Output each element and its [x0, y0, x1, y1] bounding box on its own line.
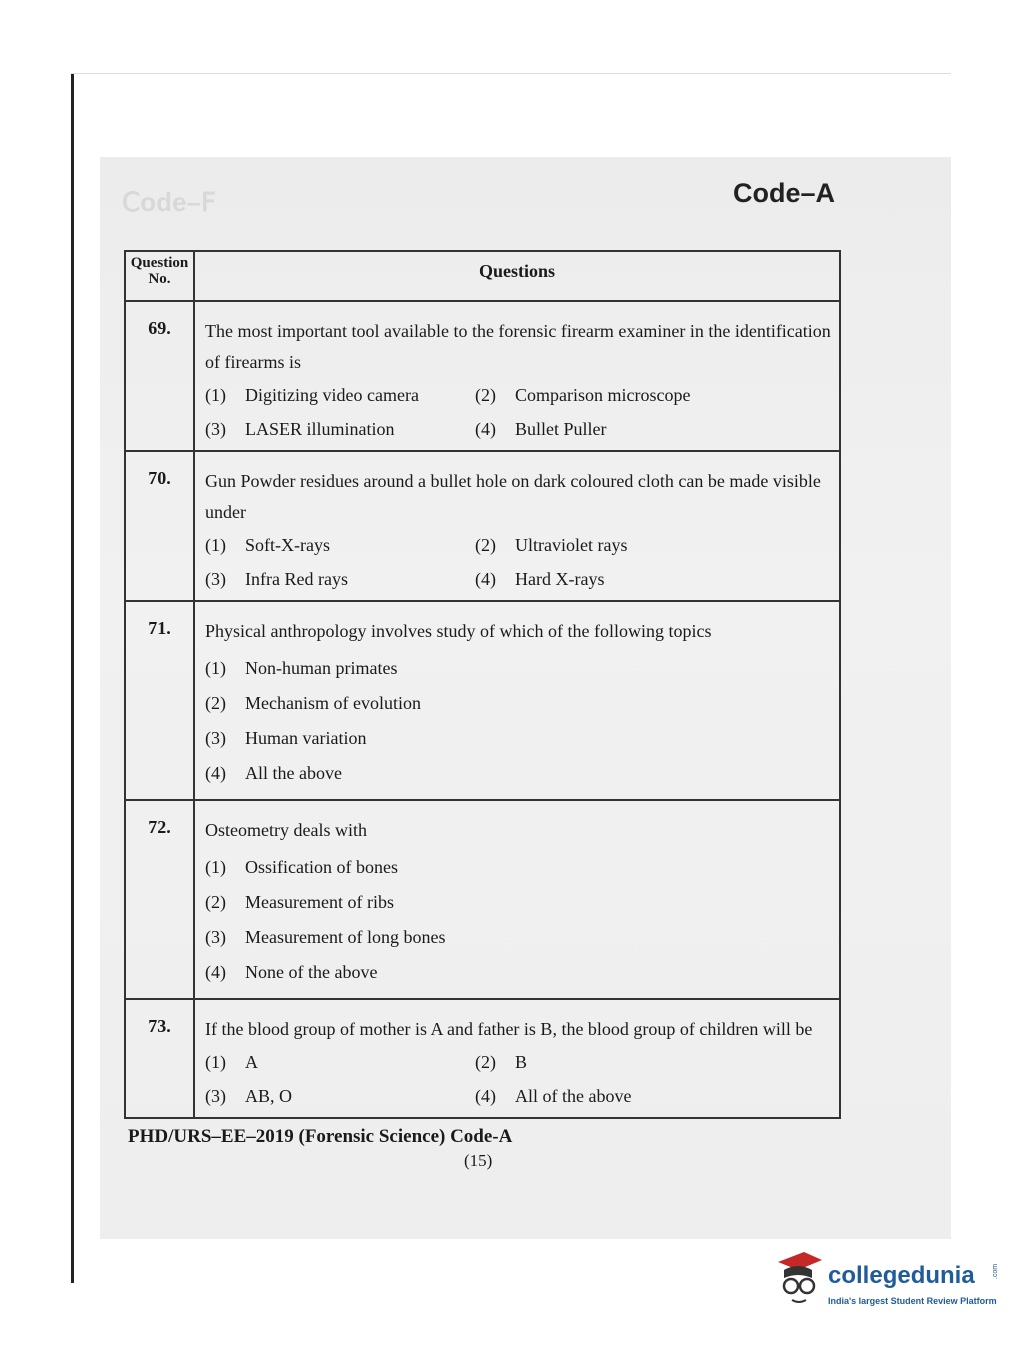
question-row: [125, 301, 840, 451]
code-label: Code–A: [732, 178, 835, 208]
option-text: LASER illumination: [245, 419, 395, 439]
option-number: (1): [205, 385, 226, 405]
option-item: [475, 1083, 835, 1109]
paper-code-footer: PHD/URS–EE–2019 (Forensic Science) Code-A: [128, 1126, 513, 1147]
option-number: (4): [475, 419, 496, 439]
question-row: [125, 999, 840, 1118]
option-number: (2): [475, 385, 496, 405]
option-text: Bullet Puller: [515, 419, 607, 439]
option-item: [205, 651, 835, 686]
option-item: [205, 955, 835, 990]
option-item: [475, 382, 835, 408]
options-list: [205, 532, 835, 592]
option-number: (3): [205, 728, 226, 748]
option-text: Non-human primates: [245, 658, 398, 678]
option-number: (1): [205, 535, 226, 555]
option-text: Ossification of bones: [245, 857, 398, 877]
option-text: Hard X-rays: [515, 569, 605, 589]
option-item: [205, 850, 835, 885]
option-item: [205, 885, 835, 920]
question-content: [194, 999, 840, 1118]
questions-header: Questions: [194, 251, 840, 301]
option-item: [475, 1049, 835, 1075]
question-number: 70.: [125, 451, 194, 601]
option-number: (4): [205, 962, 226, 982]
scan-border-top: [71, 73, 951, 74]
question-stem: Gun Powder residues around a bullet hole on dark coloured cloth can be made visible under: [205, 471, 821, 522]
option-number: (4): [475, 569, 496, 589]
question-stem: The most important tool available to the forensic firearm examiner in the identification of firearms is: [205, 321, 831, 372]
option-text: A: [245, 1052, 258, 1072]
question-no-header: Question No.: [125, 251, 194, 301]
questions-body: [125, 301, 840, 1118]
option-text: Measurement of long bones: [245, 927, 446, 947]
question-content: [194, 800, 840, 999]
page-number: (15): [464, 1151, 493, 1170]
options-list: [205, 850, 835, 990]
scan-border-left: [71, 73, 74, 1283]
question-content: [194, 451, 840, 601]
option-item: [205, 1083, 475, 1109]
brand-name: collegedunia: [828, 1262, 975, 1289]
options-list: [205, 382, 835, 442]
question-row: [125, 601, 840, 800]
question-stem: Osteometry deals with: [205, 820, 367, 840]
option-item: [475, 416, 835, 442]
option-item: [205, 686, 835, 721]
option-text: All the above: [245, 763, 342, 783]
option-number: (3): [205, 569, 226, 589]
brand-suffix: .com: [992, 1263, 1000, 1280]
option-number: (2): [475, 535, 496, 555]
question-stem: Physical anthropology involves study of which of the following topics: [205, 621, 712, 641]
option-text: None of the above: [245, 962, 378, 982]
option-item: [475, 532, 835, 558]
question-content: [194, 601, 840, 800]
option-item: [205, 382, 475, 408]
option-text: Digitizing video camera: [245, 385, 419, 405]
option-item: [205, 920, 835, 955]
option-number: (2): [205, 693, 226, 713]
option-number: (2): [205, 892, 226, 912]
option-number: (4): [205, 763, 226, 783]
option-number: (4): [475, 1086, 496, 1106]
question-number: 71.: [125, 601, 194, 800]
option-item: [205, 721, 835, 756]
brand-tagline: India's largest Student Review Platform: [828, 1296, 997, 1306]
option-number: (3): [205, 927, 226, 947]
option-number: (1): [205, 658, 226, 678]
option-text: B: [515, 1052, 528, 1072]
option-text: Infra Red rays: [245, 569, 348, 589]
mascot-logo-icon: [770, 1248, 826, 1318]
option-number: (2): [475, 1052, 496, 1072]
option-number: (3): [205, 1086, 226, 1106]
option-text: Mechanism of evolution: [245, 693, 421, 713]
option-item: [205, 756, 835, 791]
question-number: 73.: [125, 999, 194, 1118]
option-text: AB, O: [245, 1086, 293, 1106]
option-number: (1): [205, 857, 226, 877]
option-text: All of the above: [515, 1086, 632, 1106]
option-item: [205, 532, 475, 558]
question-row: [125, 800, 840, 999]
bleed-through-mark: ꟻ–ɘboↃ: [122, 187, 216, 217]
question-number: 72.: [125, 800, 194, 999]
option-text: Comparison microscope: [515, 385, 691, 405]
question-stem: If the blood group of mother is A and father is B, the blood group of children will be: [205, 1019, 813, 1039]
option-number: (1): [205, 1052, 226, 1072]
option-item: [205, 416, 475, 442]
question-row: [125, 451, 840, 601]
option-item: [475, 566, 835, 592]
option-number: (3): [205, 419, 226, 439]
option-item: [205, 1049, 475, 1075]
option-text: Soft-X-rays: [245, 535, 330, 555]
option-text: Ultraviolet rays: [515, 535, 628, 555]
option-text: Human variation: [245, 728, 367, 748]
options-list: [205, 651, 835, 791]
option-text: Measurement of ribs: [245, 892, 394, 912]
options-list: [205, 1049, 835, 1109]
option-item: [205, 566, 475, 592]
questions-table: [124, 250, 841, 1119]
question-number: 69.: [125, 301, 194, 451]
collegedunia-watermark: [770, 1248, 1000, 1318]
question-content: [194, 301, 840, 451]
